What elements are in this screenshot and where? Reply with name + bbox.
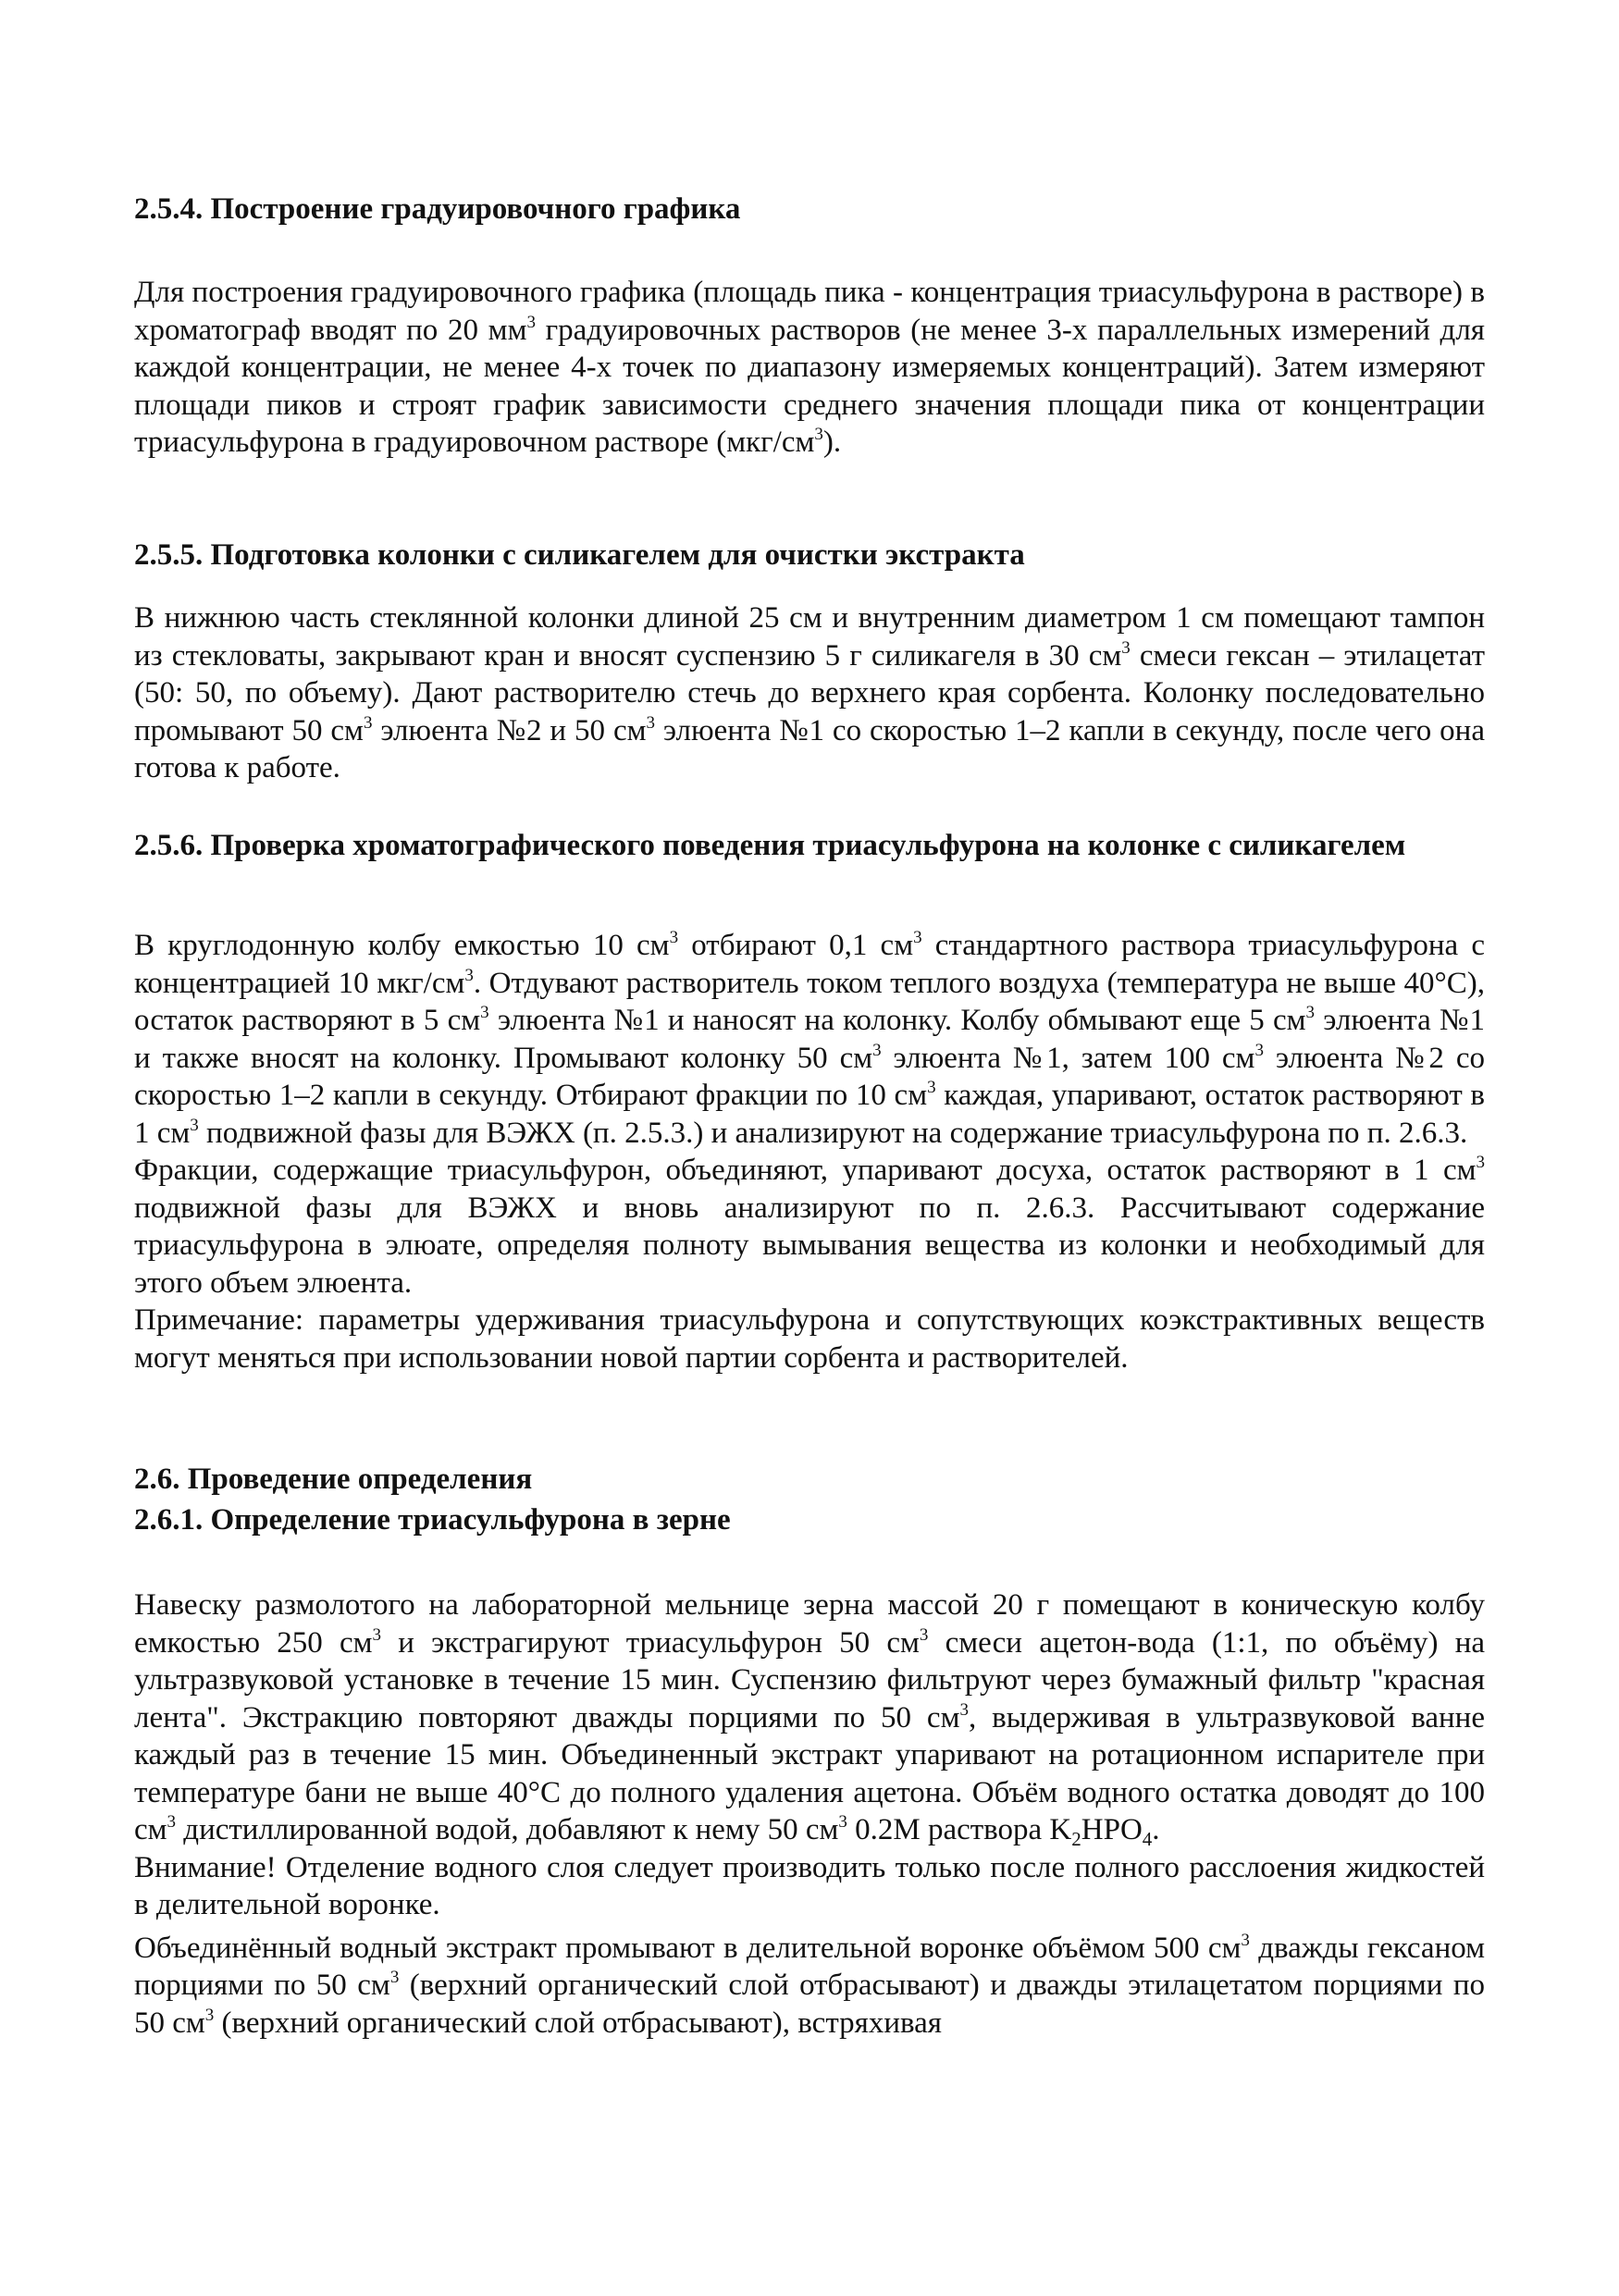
section-2-5-4	[134, 190, 1485, 228]
section-2-5-5	[134, 536, 1485, 574]
warning-paragraph: Внимание! Отделение водного слоя следует производить только после полного расслоения жидкостей в делительной воронке.	[134, 1850, 1485, 1921]
section-2-6-1-body	[134, 1586, 1485, 2042]
paragraph: Объединённый водный экстракт промывают в делительной воронке объёмом 500 $см^3$ дважды гексаном порциями по 50 $см^3$ (верхний органический слой отбрасывают) и дважды этилацетатом порциями по 50 $см^3$ (верхний органический слой отбрасывают), встряхивая	[134, 1930, 1485, 2040]
section-2-5-4-body	[134, 274, 1485, 462]
paragraph: Для построения градуировочного графика (площадь пика - концентрация триасульфурона в растворе) в хроматограф вводят по 20 $мм^3$ градуировочных растворов (не менее 3-х параллельных измерений для каждой концентрации, не менее 4-х точек по диапазону измеряемых концентраций). Затем измеряют площади пиков и строят график зависимости среднего значения площади пика от концентрации триасульфурона в градуировочном растворе $(мкг/см^3)$.	[134, 276, 1485, 459]
paragraph: В круглодонную колбу емкостью 10 $см^3$ отбирают 0,1 $см^3$ стандартного раствора триасульфурона с концентрацией 10 мкг/$см^3$. Отдувают растворитель током теплого воздуха (температура не выше 40°С), остаток растворяют в 5 $см^3$ элюента №1 и наносят на колонку. Колбу обмывают еще 5 $см^3$ элюента №1 и также вносят на колонку. Промывают колонку 50 $см^3$ элюента №1, затем 100 $см^3$ элюента №2 со скоростью 1–2 капли в секунду. Отбирают фракции по 10 $см^3$ каждая, упаривают, остаток растворяют в 1 $см^3$ подвижной фазы для ВЭЖХ (п. 2.5.3.) и анализируют на содержание триасульфурона по п. 2.6.3.	[134, 928, 1486, 1150]
section-heading: 2.5.4. Построение градуировочного графика	[134, 192, 741, 226]
paragraph: Навеску размолотого на лабораторной мельнице зерна массой 20 г помещают в коническую колбу емкостью 250 $см^3$ и экстрагируют триасульфурон 50 $см^3$ смеси ацетон-вода (1:1, по объёму) на ультразвуковой установке в течение 15 мин. Суспензию фильтруют через бумажный фильтр "красная лента". Экстракцию повторяют дважды порциями по 50 $см^3$, выдерживая в ультразвуковой ванне каждый раз в течение 15 мин. Объединенный экстракт упаривают на ротационном испарителе при температуре бани не выше 40°С до полного удаления ацетона. Объём водного остатка доводят до 100 $см^3$ дистиллированной водой, добавляют к нему 50 $см^3$ 0.2М раствора $K_2HPO_4$.	[134, 1588, 1485, 1850]
section-heading: 2.5.6. Проверка хроматографического поведения триасульфурона на колонке с силикагелем	[134, 829, 1406, 862]
paragraph: В нижнюю часть стеклянной колонки длиной 25 см и внутренним диаметром 1 см помещают тампон из стекловаты, закрывают кран и вносят суспензию 5 г силикагеля в 30 $см^3$ смеси гексан – этилацетат (50: 50, по объему). Дают растворителю стечь до верхнего края сорбента. Колонку последовательно промывают 50 $см^3$ элюента №2 и 50 $см^3$ элюента №1 со скоростью 1–2 капли в секунду, после чего она готова к работе.	[134, 601, 1486, 784]
section-2-5-5-body	[134, 599, 1485, 787]
section-heading: 2.5.5. Подготовка колонки с силикагелем для очистки экстракта	[134, 538, 1025, 572]
paragraph: Фракции, содержащие триасульфурон, объединяют, упаривают досуха, остаток растворяют в 1 $см^3$ подвижной фазы для ВЭЖХ и вновь анализируют по п. 2.6.3. Рассчитывают содержание триасульфурона в элюате, определяя полноту вымывания вещества из колонки и необходимый для этого объем элюента.	[134, 1153, 1485, 1300]
note-paragraph: Примечание: параметры удерживания триасульфурона и сопутствующих коэкстрактивных веществ могут меняться при использовании новой партии сорбента и растворителей.	[134, 1303, 1485, 1375]
section-2-6	[134, 1460, 1485, 1539]
section-2-5-6	[134, 826, 1485, 865]
subsection-heading: 2.6.1. Определение триасульфурона в зерне	[134, 1503, 731, 1537]
section-heading: 2.6. Проведение определения	[134, 1463, 533, 1496]
section-2-5-6-body	[134, 927, 1485, 1376]
